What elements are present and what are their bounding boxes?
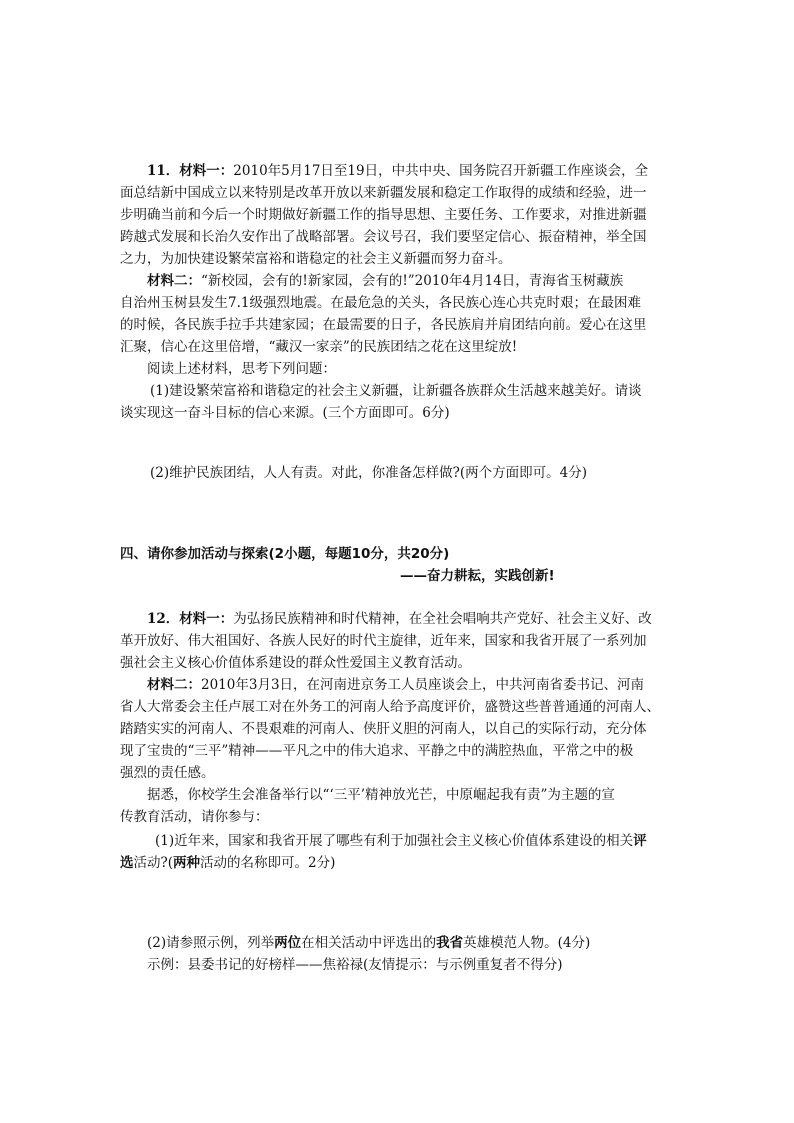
q11-sub2: (2)维护民族团结，人人有责。对此，你准备怎样做?(两个方面即可。4分)	[150, 465, 587, 481]
q12-sub1-bold: 选	[120, 855, 134, 871]
q12-sub1-bold: 两种	[173, 855, 201, 871]
q12-sub1-bold: 评	[633, 833, 647, 849]
q12-sub1-line-2	[120, 852, 335, 874]
q12-material2-line: 现了宝贵的“三平”精神——平凡之中的伟大追求、平静之中的满腔热血，平常之中的极	[120, 743, 634, 759]
q12-material2-text: 2010年3月3日，在河南进京务工人员座谈会上，中共河南省委书记、河南	[201, 677, 645, 693]
q11-sub1-line: (1)建设繁荣富裕和谐稳定的社会主义新疆，让新疆各族群众生活越来越美好。请谈	[150, 383, 642, 399]
q11-material1-text: 2010年5月17日至19日，中共中央、国务院召开新疆工作座谈会，全	[233, 163, 649, 179]
q12-sub2-text: 在相关活动中评选出的	[301, 935, 437, 951]
q12-context-line: 传教育活动，请你参与：	[120, 809, 269, 825]
q12-material1-text: 为弘扬民族精神和时代精神，在全社会唱响共产党好、社会主义好、改	[233, 611, 652, 627]
q12-sub2-bold: 两位	[274, 935, 302, 951]
q12-context-line: 据悉，你校学生会准备举行以“‘三平’精神放光芒，中原崛起我有责”为主题的宣	[147, 787, 615, 803]
q11-material2-line: 自治州玉树县发生7.1级强烈地震。在最危急的关头，各民族心连心共克时艰；在最困难	[120, 295, 641, 311]
q12-material1-label: 材料一：	[179, 611, 234, 627]
q11-material1-line: 之力，为加快建设繁荣富裕和谐稳定的社会主义新疆而努力奋斗。	[120, 251, 512, 267]
section4-subtitle: ——奋力耕耘，实践创新!	[400, 568, 555, 584]
q11-number: 11．	[147, 163, 180, 179]
q12-line-mat2	[147, 674, 644, 696]
q11-material2-line: 汇聚，信心在这里倍增，“藏汉一家亲”的民族团结之花在这里绽放!	[120, 339, 518, 355]
q12-sub1-line-1	[155, 830, 647, 852]
q11-material2-text: “新校园，会有的!新家园，会有的!”2010年4月14日，青海省玉树藏族	[201, 273, 624, 289]
q12-example: 示例：县委书记的好榜样——焦裕禄(友情提示：与示例重复者不得分)	[147, 957, 563, 973]
q12-material2-line: 省人大常委会主任卢展工对在外务工的河南人给予高度评价，盛赞这些普普通通的河南人、	[120, 699, 660, 715]
q11-line-mat2	[147, 270, 623, 292]
q11-prompt: 阅读上述材料，思考下列问题：	[147, 361, 336, 377]
q12-material1-line: 革开放好、伟大祖国好、各族人民好的时代主旋律，近年来，国家和我省开展了一系列加	[120, 633, 647, 649]
q12-sub1-text: 活动的名称即可。2分)	[200, 855, 336, 871]
q11-material2-line: 的时候，各民族手拉手共建家园；在最需要的日子，各民族肩并肩团结向前。爱心在这里	[120, 317, 647, 333]
q11-sub1-line: 谈实现这一奋斗目标的信心来源。(三个方面即可。6分)	[120, 405, 450, 421]
q12-sub1-text: 活动?(	[133, 855, 174, 871]
q12-sub2-bold: 我省	[436, 935, 464, 951]
q11-material1-line: 面总结新中国成立以来特别是改革开放以来新疆发展和稳定工作取得的成绩和经验，进一	[120, 185, 647, 201]
q12-material2-line: 踏踏实实的河南人、不畏艰难的河南人、侠肝义胆的河南人，以自己的实际行动，充分体	[120, 721, 647, 737]
q12-line-1	[147, 608, 652, 630]
q12-number: 12．	[147, 611, 180, 627]
q11-material1-line: 步明确当前和今后一个时期做好新疆工作的指导思想、主要任务、工作要求，对推进新疆	[120, 207, 647, 223]
q11-line-1	[147, 160, 648, 182]
q11-material1-label: 材料一：	[179, 163, 234, 179]
q11-material1-line: 跨越式发展和长治久安作出了战略部署。会议号召，我们要坚定信心、振奋精神，举全国	[120, 229, 647, 245]
q12-sub1-text: (1)近年来，国家和我省开展了哪些有利于加强社会主义核心价值体系建设的相关	[155, 833, 634, 849]
q12-sub2-text: (2)请参照示例，列举	[147, 935, 275, 951]
q12-material2-line: 强烈的责任感。	[120, 765, 215, 781]
q12-material1-line: 强社会主义核心价值体系建设的群众性爱国主义教育活动。	[120, 655, 471, 671]
q12-sub2-line	[147, 932, 590, 954]
q12-material2-label: 材料二：	[147, 677, 201, 693]
q12-sub2-text: 英雄模范人物。(4分)	[463, 935, 591, 951]
section4-title: 四、请你参加活动与探索(2小题，每题10分，共20分)	[120, 546, 450, 562]
q11-material2-label: 材料二：	[147, 273, 201, 289]
